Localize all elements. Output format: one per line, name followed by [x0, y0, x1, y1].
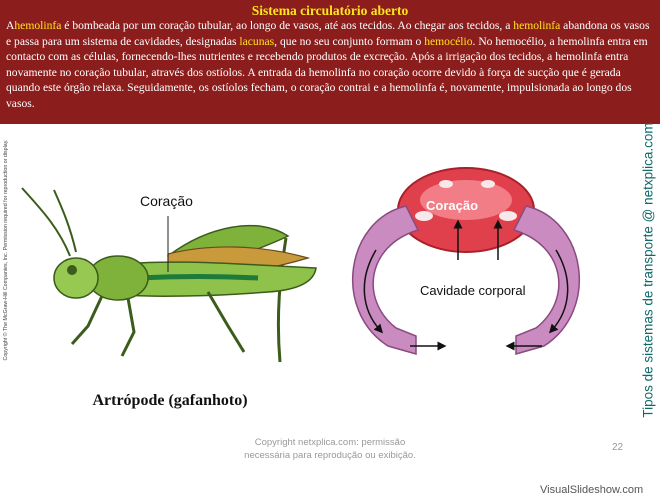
antenna-icon — [54, 190, 76, 252]
ostiole-icon — [481, 180, 495, 188]
text-run: , que no seu conjunto formam o — [274, 34, 425, 48]
leg-icon — [208, 292, 244, 352]
side-caption: Tipos de sistemas de transporte @ netxplica.com — [640, 122, 656, 418]
text-run: . No hemocélio, a hemolinfa entra em contacto com as células, fornecendo-lhes nutrientes e recebendo produtos de excreção. Após a irrigação dos tecidos, a hemolinfa entra novamente no coração tubular, através dos ostíolos. A entrada da hemolinfa no coração ocorre devido à força de sucção que é gerada quando este órgão relaxa. Seguidamente, os ostíolos fecham, o coração contrai e a hemolinfa é, novamente, impulsionada ao longo dos vasos. — [6, 34, 648, 110]
eye-icon — [67, 265, 77, 275]
copyright-notice: Copyright © The McGraw-Hill Companies, Inc. Permission required for reproduction or display. — [3, 139, 9, 361]
body-paragraph — [6, 18, 654, 112]
head-icon — [54, 258, 98, 298]
text-run: A — [6, 19, 15, 32]
footer-line-2: necessária para reprodução ou exibição. — [244, 450, 416, 461]
heart-tube-icon — [138, 277, 258, 279]
text-banner — [0, 0, 660, 124]
leg-icon — [122, 298, 134, 356]
right-vessel-icon — [514, 206, 579, 354]
ostiole-icon — [499, 211, 517, 221]
left-vessel-icon — [353, 206, 418, 354]
ostiole-icon — [439, 180, 453, 188]
heart-label-left: Coração — [140, 193, 193, 209]
watermark: VisualSlideshow.com — [540, 484, 644, 496]
keyword-hemolinfa-2: hemolinfa — [513, 19, 561, 32]
text-run: abandona os vasos e passa para um sistema de cavidades, designadas — [6, 19, 650, 48]
page-number: 22 — [612, 442, 624, 453]
keyword-hemocelio: hemocélio — [424, 34, 473, 48]
body-cavity-label: Cavidade corporal — [420, 283, 526, 298]
figure-caption: Artrópode (gafanhoto) — [92, 392, 248, 409]
text-run: é bombeada por um coração tubular, ao longo de vasos, até aos tecidos. Ao chegar aos tecidos, a — [61, 19, 514, 32]
keyword-hemolinfa: hemolinfa — [14, 19, 62, 32]
heart-label-right: Coração — [426, 198, 479, 213]
grasshopper-illustration — [18, 186, 322, 378]
footer-line-1: Copyright netxplica.com: permissão — [254, 437, 406, 448]
open-circulation-diagram — [336, 160, 616, 375]
antenna-icon — [22, 188, 70, 256]
footer-copyright — [220, 436, 440, 462]
keyword-lacunas: lacunas — [239, 34, 275, 48]
leg-icon — [72, 296, 102, 344]
slide-title: Sistema circulatório aberto — [251, 3, 409, 18]
